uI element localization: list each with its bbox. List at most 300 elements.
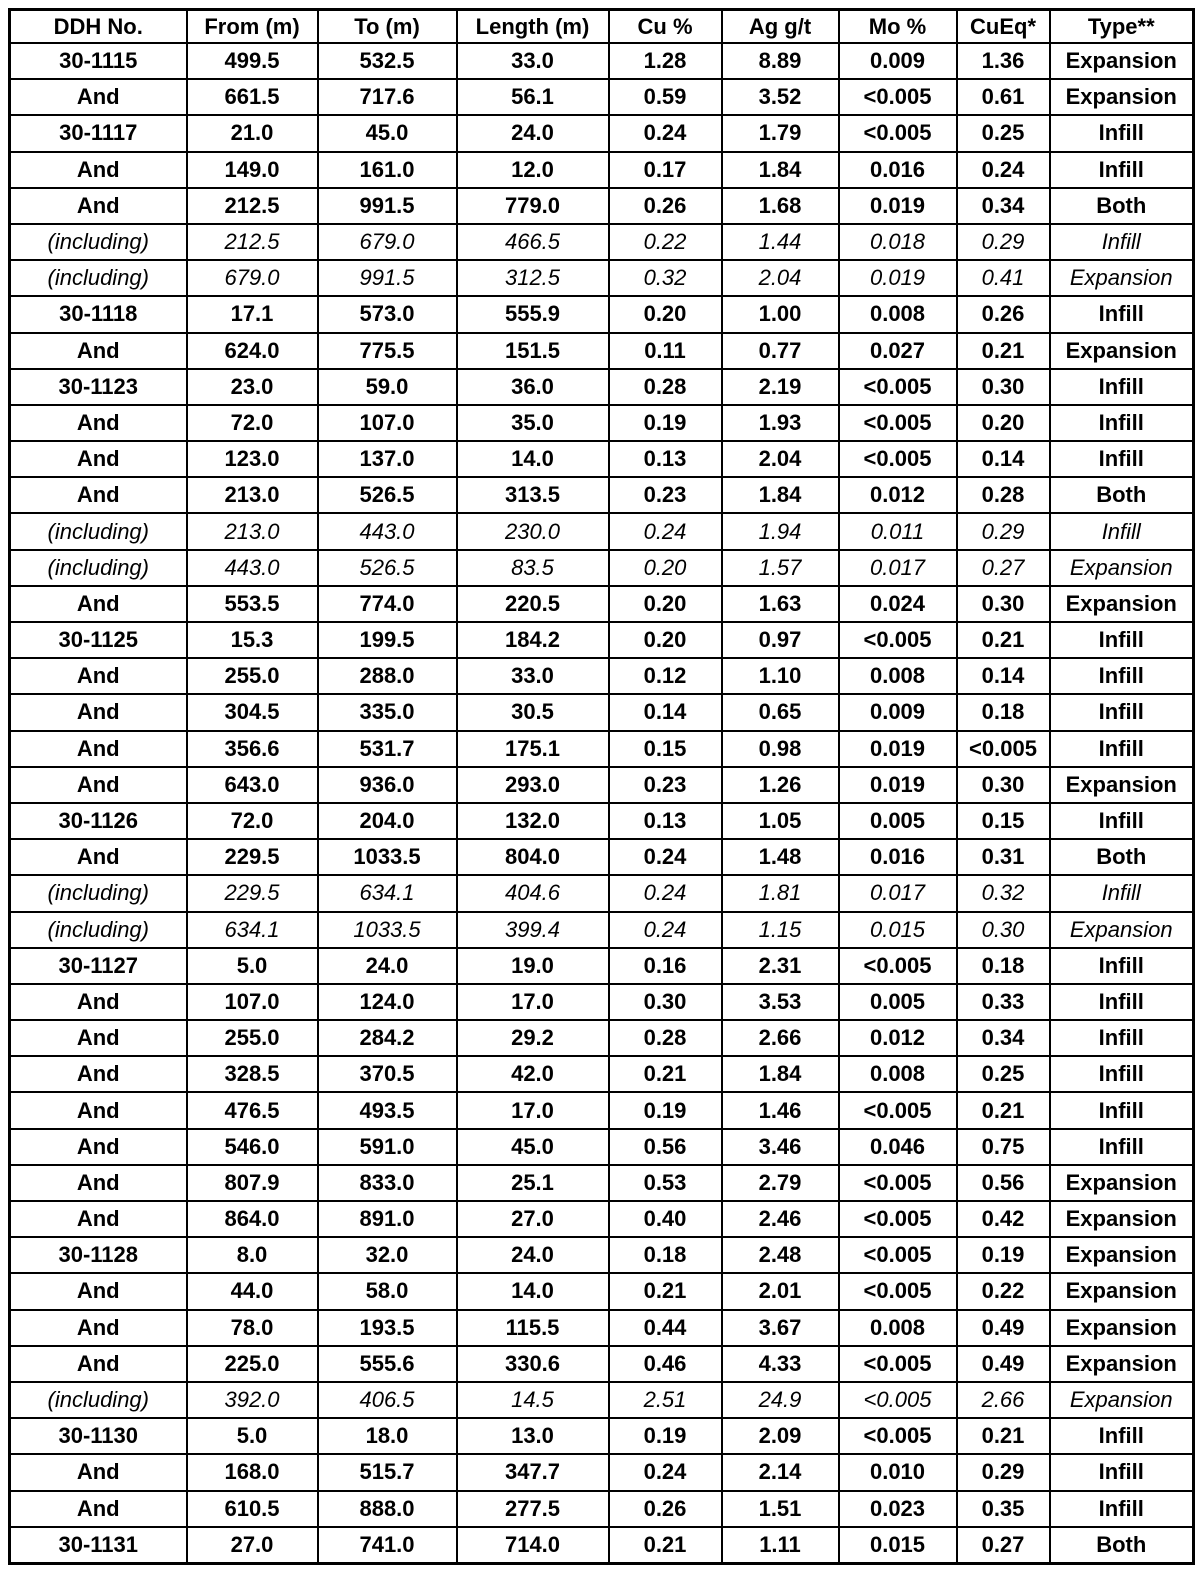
table-cell: 741.0 [318,1527,457,1564]
table-cell: 807.9 [187,1165,318,1201]
table-cell: 0.19 [609,1418,722,1454]
table-cell: 0.53 [609,1165,722,1201]
table-cell: <0.005 [839,622,957,658]
table-cell: And [10,1129,187,1165]
table-cell: 30-1115 [10,43,187,79]
table-cell: 1.28 [609,43,722,79]
table-cell: 0.21 [957,333,1050,369]
table-cell: <0.005 [839,405,957,441]
table-cell: 42.0 [457,1056,609,1092]
table-cell: And [10,1092,187,1128]
table-cell: 0.21 [609,1527,722,1564]
table-cell: 2.66 [957,1382,1050,1418]
table-cell: 936.0 [318,767,457,803]
table-cell: 0.65 [722,694,839,730]
table-cell: 204.0 [318,803,457,839]
table-cell: 0.18 [957,948,1050,984]
table-cell: 199.5 [318,622,457,658]
table-cell: Infill [1050,694,1194,730]
table-cell: 493.5 [318,1092,457,1128]
table-cell: 404.6 [457,875,609,911]
column-header-cu: Cu % [609,10,722,44]
table-cell: 0.29 [957,1454,1050,1490]
table-cell: 107.0 [187,984,318,1020]
table-cell: 0.27 [957,550,1050,586]
table-cell: 0.22 [957,1273,1050,1309]
table-row [10,731,1194,767]
table-cell: (including) [10,1382,187,1418]
table-cell: 35.0 [457,405,609,441]
table-cell: (including) [10,260,187,296]
table-cell: 72.0 [187,405,318,441]
table-cell: 29.2 [457,1020,609,1056]
table-row [10,767,1194,803]
table-cell: 193.5 [318,1310,457,1346]
table-cell: 3.46 [722,1129,839,1165]
column-header-length: Length (m) [457,10,609,44]
table-cell: <0.005 [957,731,1050,767]
table-cell: 888.0 [318,1491,457,1527]
table-cell: 213.0 [187,477,318,513]
table-cell: <0.005 [839,1418,957,1454]
table-cell: 774.0 [318,586,457,622]
table-cell: Expansion [1050,1273,1194,1309]
table-cell: 0.28 [957,477,1050,513]
table-row [10,1201,1194,1237]
table-cell: 0.40 [609,1201,722,1237]
table-cell: 0.29 [957,224,1050,260]
table-cell: 30-1126 [10,803,187,839]
table-row [10,1129,1194,1165]
table-cell: 1.05 [722,803,839,839]
table-row [10,369,1194,405]
table-cell: 0.005 [839,803,957,839]
table-cell: 0.16 [609,948,722,984]
table-cell: 1.81 [722,875,839,911]
table-cell: 476.5 [187,1092,318,1128]
table-row [10,296,1194,332]
table-cell: 0.21 [957,1092,1050,1128]
drill-results-table [8,8,1195,1565]
table-cell: 0.20 [609,550,722,586]
table-cell: <0.005 [839,115,957,151]
table-cell: 0.56 [609,1129,722,1165]
table-cell: Infill [1050,369,1194,405]
table-cell: 2.01 [722,1273,839,1309]
table-cell: Expansion [1050,79,1194,115]
table-cell: 36.0 [457,369,609,405]
column-header-type: Type** [1050,10,1194,44]
table-cell: 0.14 [609,694,722,730]
table-cell: 370.5 [318,1056,457,1092]
table-cell: 443.0 [187,550,318,586]
table-cell: 0.009 [839,694,957,730]
table-cell: 0.14 [957,441,1050,477]
table-row [10,1418,1194,1454]
table-cell: 230.0 [457,513,609,549]
table-cell: 0.009 [839,43,957,79]
column-header-mo: Mo % [839,10,957,44]
table-cell: 0.46 [609,1346,722,1382]
table-cell: 356.6 [187,731,318,767]
table-cell: 0.19 [609,1092,722,1128]
table-cell: 0.24 [609,912,722,948]
table-cell: 0.015 [839,912,957,948]
table-cell: 15.3 [187,622,318,658]
table-cell: 0.24 [609,115,722,151]
table-cell: 1.46 [722,1092,839,1128]
table-cell: 0.26 [609,188,722,224]
table-cell: 2.14 [722,1454,839,1490]
table-cell: 1.51 [722,1491,839,1527]
table-header [10,10,1194,44]
table-cell: 45.0 [457,1129,609,1165]
table-row [10,1491,1194,1527]
table-cell: Infill [1050,622,1194,658]
table-cell: 0.21 [609,1273,722,1309]
table-row [10,477,1194,513]
table-cell: 0.41 [957,260,1050,296]
table-cell: 0.20 [957,405,1050,441]
table-cell: And [10,984,187,1020]
table-cell: Expansion [1050,1346,1194,1382]
table-cell: And [10,333,187,369]
table-cell: 0.44 [609,1310,722,1346]
column-header-from: From (m) [187,10,318,44]
table-cell: 0.33 [957,984,1050,1020]
table-cell: 991.5 [318,188,457,224]
table-cell: 0.22 [609,224,722,260]
table-cell: 0.19 [609,405,722,441]
table-cell: Infill [1050,1056,1194,1092]
table-cell: 225.0 [187,1346,318,1382]
table-row [10,405,1194,441]
table-cell: 2.04 [722,441,839,477]
table-cell: 864.0 [187,1201,318,1237]
table-row [10,513,1194,549]
table-cell: 0.56 [957,1165,1050,1201]
table-row [10,224,1194,260]
table-cell: 17.0 [457,1092,609,1128]
table-cell: Infill [1050,1020,1194,1056]
table-cell: 56.1 [457,79,609,115]
table-cell: And [10,1346,187,1382]
table-cell: 0.017 [839,875,957,911]
table-cell: 0.31 [957,839,1050,875]
table-cell: 532.5 [318,43,457,79]
table-cell: 0.046 [839,1129,957,1165]
table-cell: 30-1117 [10,115,187,151]
table-cell: 330.6 [457,1346,609,1382]
table-row [10,984,1194,1020]
table-cell: <0.005 [839,1273,957,1309]
table-cell: 1.94 [722,513,839,549]
table-cell: 0.24 [609,839,722,875]
table-row [10,1454,1194,1490]
table-cell: 0.011 [839,513,957,549]
table-cell: 132.0 [457,803,609,839]
table-cell: 0.027 [839,333,957,369]
table-cell: 0.11 [609,333,722,369]
table-cell: Expansion [1050,333,1194,369]
table-cell: 0.019 [839,767,957,803]
table-cell: 24.0 [457,1237,609,1273]
table-cell: 1.00 [722,296,839,332]
table-row [10,1056,1194,1092]
table-row [10,622,1194,658]
table-cell: Infill [1050,513,1194,549]
table-cell: And [10,1165,187,1201]
table-cell: 0.19 [957,1237,1050,1273]
table-cell: 72.0 [187,803,318,839]
table-cell: 2.46 [722,1201,839,1237]
table-cell: 0.15 [609,731,722,767]
table-cell: 5.0 [187,948,318,984]
table-cell: 1.36 [957,43,1050,79]
table-row [10,152,1194,188]
table-cell: <0.005 [839,1346,957,1382]
table-cell: 0.20 [609,586,722,622]
table-cell: 0.97 [722,622,839,658]
table-cell: 1.57 [722,550,839,586]
table-cell: 0.61 [957,79,1050,115]
table-row [10,441,1194,477]
table-cell: 531.7 [318,731,457,767]
table-cell: Expansion [1050,1201,1194,1237]
table-cell: <0.005 [839,1092,957,1128]
table-cell: And [10,1056,187,1092]
table-cell: <0.005 [839,441,957,477]
table-cell: 4.33 [722,1346,839,1382]
table-row [10,1092,1194,1128]
table-cell: 30-1128 [10,1237,187,1273]
table-cell: Expansion [1050,43,1194,79]
column-header-to: To (m) [318,10,457,44]
table-cell: 833.0 [318,1165,457,1201]
table-cell: 312.5 [457,260,609,296]
table-cell: And [10,767,187,803]
table-cell: Infill [1050,803,1194,839]
table-cell: And [10,658,187,694]
table-cell: 0.12 [609,658,722,694]
column-header-ddh-no: DDH No. [10,10,187,44]
table-cell: And [10,1201,187,1237]
table-row [10,260,1194,296]
table-cell: 0.015 [839,1527,957,1564]
table-cell: 661.5 [187,79,318,115]
table-cell: 255.0 [187,1020,318,1056]
table-cell: <0.005 [839,1165,957,1201]
table-cell: 3.53 [722,984,839,1020]
table-cell: 0.42 [957,1201,1050,1237]
table-cell: 0.23 [609,477,722,513]
table-cell: 0.34 [957,1020,1050,1056]
table-cell: 1033.5 [318,839,457,875]
table-cell: Both [1050,477,1194,513]
table-cell: 30.5 [457,694,609,730]
table-cell: 123.0 [187,441,318,477]
table-cell: And [10,152,187,188]
table-cell: 3.67 [722,1310,839,1346]
table-cell: 0.13 [609,803,722,839]
table-cell: 0.13 [609,441,722,477]
table-cell: 229.5 [187,875,318,911]
table-cell: And [10,188,187,224]
table-cell: 515.7 [318,1454,457,1490]
table-cell: 212.5 [187,224,318,260]
table-cell: 624.0 [187,333,318,369]
table-row [10,875,1194,911]
table-cell: And [10,405,187,441]
table-cell: 161.0 [318,152,457,188]
table-cell: 0.24 [957,152,1050,188]
table-cell: 499.5 [187,43,318,79]
table-cell: 0.21 [957,622,1050,658]
table-cell: 610.5 [187,1491,318,1527]
table-cell: 24.0 [457,115,609,151]
table-cell: <0.005 [839,369,957,405]
table-cell: 175.1 [457,731,609,767]
table-cell: And [10,1020,187,1056]
table-cell: 17.1 [187,296,318,332]
table-cell: 8.0 [187,1237,318,1273]
table-cell: 17.0 [457,984,609,1020]
table-row [10,333,1194,369]
table-cell: Expansion [1050,586,1194,622]
table-cell: Infill [1050,405,1194,441]
table-cell: <0.005 [839,1237,957,1273]
table-cell: Infill [1050,115,1194,151]
table-cell: (including) [10,224,187,260]
table-cell: 0.59 [609,79,722,115]
table-cell: Infill [1050,441,1194,477]
table-cell: 553.5 [187,586,318,622]
table-cell: 0.49 [957,1346,1050,1382]
table-cell: 304.5 [187,694,318,730]
table-cell: Infill [1050,984,1194,1020]
table-cell: 591.0 [318,1129,457,1165]
table-cell: Infill [1050,875,1194,911]
table-cell: 115.5 [457,1310,609,1346]
table-cell: (including) [10,513,187,549]
table-cell: Both [1050,1527,1194,1564]
table-cell: 0.016 [839,152,957,188]
table-cell: 313.5 [457,477,609,513]
table-cell: And [10,839,187,875]
table-cell: <0.005 [839,948,957,984]
table-cell: 13.0 [457,1418,609,1454]
table-cell: 137.0 [318,441,457,477]
table-cell: 891.0 [318,1201,457,1237]
table-cell: 14.5 [457,1382,609,1418]
table-cell: 775.5 [318,333,457,369]
table-cell: 991.5 [318,260,457,296]
table-cell: 78.0 [187,1310,318,1346]
table-cell: 0.30 [609,984,722,1020]
table-cell: 58.0 [318,1273,457,1309]
table-cell: 1.84 [722,1056,839,1092]
table-cell: 1.93 [722,405,839,441]
table-row [10,1382,1194,1418]
table-cell: 634.1 [187,912,318,948]
table-cell: 3.52 [722,79,839,115]
table-cell: 2.66 [722,1020,839,1056]
table-cell: 14.0 [457,1273,609,1309]
table-cell: 0.75 [957,1129,1050,1165]
table-cell: Infill [1050,296,1194,332]
table-cell: 2.79 [722,1165,839,1201]
table-cell: Both [1050,839,1194,875]
table-cell: 0.023 [839,1491,957,1527]
table-cell: 25.1 [457,1165,609,1201]
table-cell: Expansion [1050,550,1194,586]
table-cell: 0.28 [609,1020,722,1056]
table-cell: 0.23 [609,767,722,803]
table-row [10,694,1194,730]
table-cell: 679.0 [318,224,457,260]
table-row [10,1273,1194,1309]
table-cell: 1.68 [722,188,839,224]
table-cell: 30-1118 [10,296,187,332]
table-cell: 2.09 [722,1418,839,1454]
table-cell: 0.008 [839,1056,957,1092]
table-cell: Infill [1050,224,1194,260]
table-cell: 0.28 [609,369,722,405]
table-body [10,43,1194,1563]
table-cell: 0.14 [957,658,1050,694]
table-cell: 107.0 [318,405,457,441]
table-cell: 0.20 [609,296,722,332]
table-row [10,1346,1194,1382]
column-header-ag: Ag g/t [722,10,839,44]
table-cell: 213.0 [187,513,318,549]
table-row [10,586,1194,622]
table-cell: (including) [10,875,187,911]
table-cell: 30-1130 [10,1418,187,1454]
table-cell: 30-1123 [10,369,187,405]
table-cell: 0.24 [609,1454,722,1490]
table-cell: 643.0 [187,767,318,803]
table-cell: And [10,731,187,767]
table-cell: 293.0 [457,767,609,803]
table-cell: 546.0 [187,1129,318,1165]
table-cell: And [10,1454,187,1490]
table-cell: 0.32 [957,875,1050,911]
table-cell: 526.5 [318,550,457,586]
table-cell: 1.79 [722,115,839,151]
table-cell: Infill [1050,948,1194,984]
table-cell: Infill [1050,658,1194,694]
table-cell: 229.5 [187,839,318,875]
table-cell: 284.2 [318,1020,457,1056]
table-cell: 804.0 [457,839,609,875]
table-cell: Expansion [1050,260,1194,296]
table-row [10,658,1194,694]
table-row [10,188,1194,224]
table-cell: 392.0 [187,1382,318,1418]
table-cell: And [10,477,187,513]
table-cell: Infill [1050,1092,1194,1128]
table-cell: (including) [10,550,187,586]
table-row [10,839,1194,875]
table-cell: 0.27 [957,1527,1050,1564]
table-cell: 0.018 [839,224,957,260]
table-cell: 277.5 [457,1491,609,1527]
table-cell: And [10,694,187,730]
table-cell: 466.5 [457,224,609,260]
table-cell: 0.30 [957,586,1050,622]
table-row [10,550,1194,586]
